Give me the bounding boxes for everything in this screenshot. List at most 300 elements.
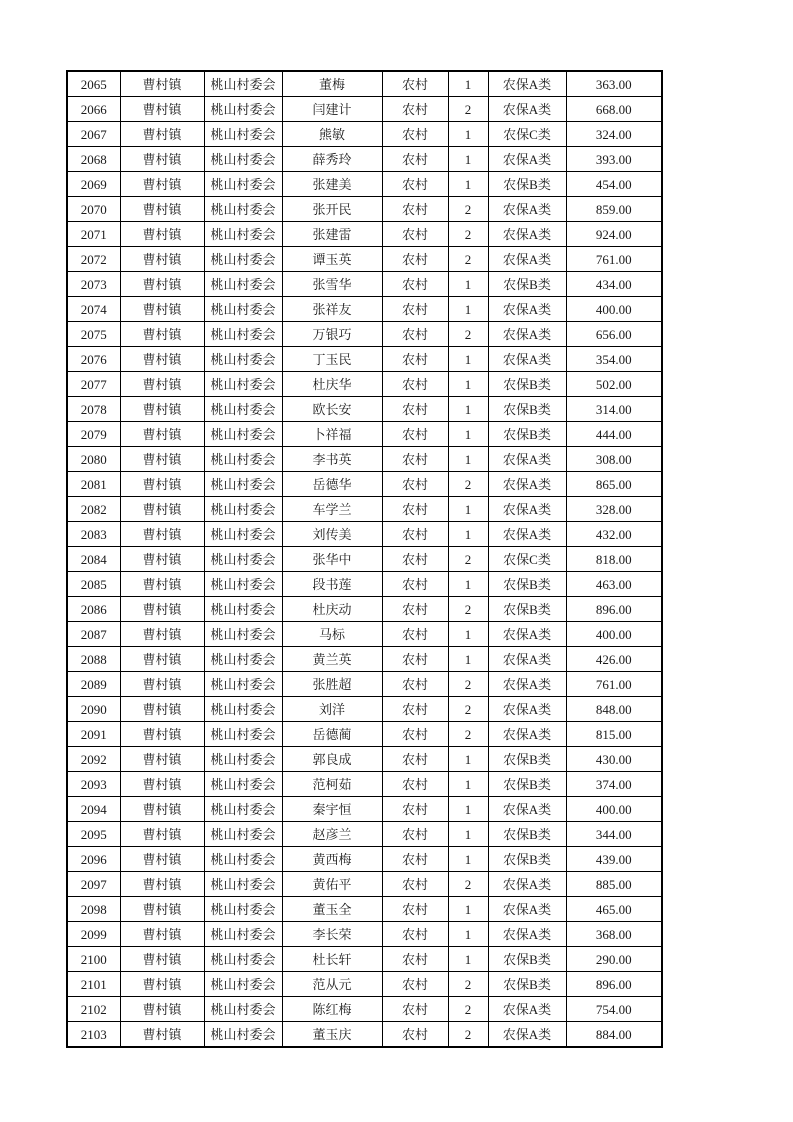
cell-village-committee: 桃山村委会	[204, 922, 282, 947]
cell-count: 1	[448, 822, 488, 847]
cell-amount: 426.00	[566, 647, 662, 672]
cell-serial-number: 2067	[67, 122, 120, 147]
cell-person-name: 黄西梅	[282, 847, 382, 872]
cell-count: 2	[448, 1022, 488, 1048]
cell-amount: 374.00	[566, 772, 662, 797]
cell-residence-type: 农村	[382, 797, 448, 822]
table-row	[67, 797, 662, 822]
cell-residence-type: 农村	[382, 447, 448, 472]
cell-town: 曹村镇	[120, 522, 204, 547]
cell-town: 曹村镇	[120, 972, 204, 997]
cell-person-name: 董玉全	[282, 897, 382, 922]
cell-village-committee: 桃山村委会	[204, 397, 282, 422]
cell-count: 2	[448, 97, 488, 122]
cell-count: 1	[448, 397, 488, 422]
cell-town: 曹村镇	[120, 547, 204, 572]
cell-amount: 848.00	[566, 697, 662, 722]
cell-serial-number: 2066	[67, 97, 120, 122]
cell-residence-type: 农村	[382, 597, 448, 622]
cell-town: 曹村镇	[120, 872, 204, 897]
cell-serial-number: 2099	[67, 922, 120, 947]
table-row	[67, 247, 662, 272]
cell-insurance-category: 农保B类	[488, 372, 566, 397]
cell-count: 1	[448, 172, 488, 197]
cell-amount: 818.00	[566, 547, 662, 572]
cell-count: 1	[448, 797, 488, 822]
cell-count: 2	[448, 872, 488, 897]
cell-insurance-category: 农保A类	[488, 472, 566, 497]
cell-serial-number: 2088	[67, 647, 120, 672]
cell-town: 曹村镇	[120, 722, 204, 747]
table-row	[67, 922, 662, 947]
cell-town: 曹村镇	[120, 772, 204, 797]
cell-amount: 328.00	[566, 497, 662, 522]
table-row	[67, 697, 662, 722]
cell-person-name: 车学兰	[282, 497, 382, 522]
cell-village-committee: 桃山村委会	[204, 822, 282, 847]
cell-count: 2	[448, 197, 488, 222]
table-row	[67, 297, 662, 322]
table-row	[67, 122, 662, 147]
cell-insurance-category: 农保B类	[488, 772, 566, 797]
cell-count: 1	[448, 572, 488, 597]
cell-amount: 432.00	[566, 522, 662, 547]
cell-person-name: 秦宇恒	[282, 797, 382, 822]
cell-serial-number: 2077	[67, 372, 120, 397]
cell-village-committee: 桃山村委会	[204, 172, 282, 197]
cell-residence-type: 农村	[382, 697, 448, 722]
cell-person-name: 谭玉英	[282, 247, 382, 272]
table-row	[67, 672, 662, 697]
cell-town: 曹村镇	[120, 847, 204, 872]
table-row	[67, 997, 662, 1022]
cell-person-name: 岳德华	[282, 472, 382, 497]
cell-person-name: 刘传美	[282, 522, 382, 547]
cell-count: 1	[448, 122, 488, 147]
cell-town: 曹村镇	[120, 197, 204, 222]
cell-residence-type: 农村	[382, 922, 448, 947]
cell-person-name: 岳德蔺	[282, 722, 382, 747]
cell-residence-type: 农村	[382, 822, 448, 847]
cell-village-committee: 桃山村委会	[204, 197, 282, 222]
cell-residence-type: 农村	[382, 272, 448, 297]
cell-amount: 656.00	[566, 322, 662, 347]
cell-person-name: 杜庆华	[282, 372, 382, 397]
table-row	[67, 947, 662, 972]
cell-insurance-category: 农保A类	[488, 447, 566, 472]
table-row	[67, 722, 662, 747]
cell-count: 1	[448, 847, 488, 872]
table-row	[67, 772, 662, 797]
cell-residence-type: 农村	[382, 122, 448, 147]
cell-amount: 344.00	[566, 822, 662, 847]
cell-town: 曹村镇	[120, 122, 204, 147]
cell-count: 1	[448, 647, 488, 672]
cell-serial-number: 2069	[67, 172, 120, 197]
cell-insurance-category: 农保A类	[488, 622, 566, 647]
table-row	[67, 472, 662, 497]
cell-person-name: 张建美	[282, 172, 382, 197]
cell-village-committee: 桃山村委会	[204, 372, 282, 397]
cell-count: 2	[448, 672, 488, 697]
cell-town: 曹村镇	[120, 247, 204, 272]
cell-count: 2	[448, 972, 488, 997]
cell-village-committee: 桃山村委会	[204, 747, 282, 772]
cell-village-committee: 桃山村委会	[204, 297, 282, 322]
cell-count: 1	[448, 772, 488, 797]
cell-village-committee: 桃山村委会	[204, 347, 282, 372]
cell-town: 曹村镇	[120, 347, 204, 372]
cell-amount: 439.00	[566, 847, 662, 872]
cell-amount: 430.00	[566, 747, 662, 772]
cell-town: 曹村镇	[120, 672, 204, 697]
cell-person-name: 陈红梅	[282, 997, 382, 1022]
cell-serial-number: 2085	[67, 572, 120, 597]
cell-insurance-category: 农保B类	[488, 847, 566, 872]
cell-insurance-category: 农保A类	[488, 1022, 566, 1048]
cell-residence-type: 农村	[382, 897, 448, 922]
cell-village-committee: 桃山村委会	[204, 672, 282, 697]
cell-village-committee: 桃山村委会	[204, 972, 282, 997]
cell-amount: 815.00	[566, 722, 662, 747]
cell-village-committee: 桃山村委会	[204, 97, 282, 122]
cell-residence-type: 农村	[382, 172, 448, 197]
cell-amount: 761.00	[566, 247, 662, 272]
cell-town: 曹村镇	[120, 97, 204, 122]
cell-town: 曹村镇	[120, 747, 204, 772]
cell-insurance-category: 农保B类	[488, 272, 566, 297]
cell-insurance-category: 农保A类	[488, 497, 566, 522]
cell-amount: 314.00	[566, 397, 662, 422]
cell-residence-type: 农村	[382, 222, 448, 247]
cell-serial-number: 2094	[67, 797, 120, 822]
cell-serial-number: 2072	[67, 247, 120, 272]
cell-town: 曹村镇	[120, 422, 204, 447]
cell-count: 1	[448, 747, 488, 772]
cell-insurance-category: 农保A类	[488, 71, 566, 97]
cell-amount: 363.00	[566, 71, 662, 97]
cell-amount: 884.00	[566, 1022, 662, 1048]
cell-village-committee: 桃山村委会	[204, 71, 282, 97]
cell-serial-number: 2081	[67, 472, 120, 497]
cell-serial-number: 2101	[67, 972, 120, 997]
cell-village-committee: 桃山村委会	[204, 697, 282, 722]
cell-count: 2	[448, 597, 488, 622]
cell-count: 1	[448, 272, 488, 297]
cell-town: 曹村镇	[120, 472, 204, 497]
cell-person-name: 欧长安	[282, 397, 382, 422]
cell-person-name: 薛秀玲	[282, 147, 382, 172]
cell-person-name: 黄兰英	[282, 647, 382, 672]
cell-residence-type: 农村	[382, 747, 448, 772]
table-row	[67, 322, 662, 347]
cell-serial-number: 2076	[67, 347, 120, 372]
cell-village-committee: 桃山村委会	[204, 522, 282, 547]
cell-village-committee: 桃山村委会	[204, 797, 282, 822]
cell-village-committee: 桃山村委会	[204, 322, 282, 347]
cell-amount: 465.00	[566, 897, 662, 922]
cell-village-committee: 桃山村委会	[204, 222, 282, 247]
cell-person-name: 郭良成	[282, 747, 382, 772]
cell-village-committee: 桃山村委会	[204, 422, 282, 447]
cell-residence-type: 农村	[382, 872, 448, 897]
cell-insurance-category: 农保B类	[488, 597, 566, 622]
cell-insurance-category: 农保B类	[488, 397, 566, 422]
cell-count: 1	[448, 422, 488, 447]
cell-residence-type: 农村	[382, 472, 448, 497]
table-row	[67, 147, 662, 172]
table-row	[67, 172, 662, 197]
cell-amount: 400.00	[566, 622, 662, 647]
cell-insurance-category: 农保A类	[488, 897, 566, 922]
cell-amount: 444.00	[566, 422, 662, 447]
cell-residence-type: 农村	[382, 197, 448, 222]
table-row	[67, 397, 662, 422]
cell-person-name: 刘洋	[282, 697, 382, 722]
cell-person-name: 张开民	[282, 197, 382, 222]
cell-person-name: 张雪华	[282, 272, 382, 297]
cell-town: 曹村镇	[120, 922, 204, 947]
cell-town: 曹村镇	[120, 572, 204, 597]
cell-insurance-category: 农保A类	[488, 247, 566, 272]
cell-insurance-category: 农保A类	[488, 797, 566, 822]
cell-insurance-category: 农保A类	[488, 997, 566, 1022]
cell-amount: 454.00	[566, 172, 662, 197]
cell-count: 1	[448, 947, 488, 972]
cell-serial-number: 2079	[67, 422, 120, 447]
cell-person-name: 段书莲	[282, 572, 382, 597]
cell-insurance-category: 农保A类	[488, 347, 566, 372]
cell-serial-number: 2082	[67, 497, 120, 522]
cell-town: 曹村镇	[120, 172, 204, 197]
cell-serial-number: 2096	[67, 847, 120, 872]
cell-serial-number: 2080	[67, 447, 120, 472]
cell-town: 曹村镇	[120, 697, 204, 722]
cell-person-name: 熊敏	[282, 122, 382, 147]
cell-serial-number: 2091	[67, 722, 120, 747]
cell-town: 曹村镇	[120, 147, 204, 172]
cell-serial-number: 2089	[67, 672, 120, 697]
cell-count: 2	[448, 322, 488, 347]
table-row	[67, 97, 662, 122]
table-row	[67, 572, 662, 597]
cell-residence-type: 农村	[382, 97, 448, 122]
cell-amount: 924.00	[566, 222, 662, 247]
cell-residence-type: 农村	[382, 497, 448, 522]
cell-insurance-category: 农保B类	[488, 572, 566, 597]
table-row	[67, 597, 662, 622]
cell-amount: 324.00	[566, 122, 662, 147]
table-body	[67, 71, 662, 1047]
cell-village-committee: 桃山村委会	[204, 872, 282, 897]
cell-count: 1	[448, 622, 488, 647]
cell-serial-number: 2086	[67, 597, 120, 622]
table-row	[67, 197, 662, 222]
cell-person-name: 范柯茹	[282, 772, 382, 797]
cell-person-name: 张建雷	[282, 222, 382, 247]
cell-village-committee: 桃山村委会	[204, 272, 282, 297]
table-row	[67, 422, 662, 447]
cell-residence-type: 农村	[382, 947, 448, 972]
table-row	[67, 747, 662, 772]
cell-amount: 668.00	[566, 97, 662, 122]
cell-village-committee: 桃山村委会	[204, 597, 282, 622]
cell-amount: 885.00	[566, 872, 662, 897]
cell-village-committee: 桃山村委会	[204, 147, 282, 172]
cell-count: 1	[448, 447, 488, 472]
cell-person-name: 卜祥福	[282, 422, 382, 447]
cell-village-committee: 桃山村委会	[204, 947, 282, 972]
cell-residence-type: 农村	[382, 347, 448, 372]
cell-town: 曹村镇	[120, 397, 204, 422]
table-row	[67, 547, 662, 572]
table-row	[67, 222, 662, 247]
table-row	[67, 822, 662, 847]
cell-town: 曹村镇	[120, 447, 204, 472]
cell-amount: 290.00	[566, 947, 662, 972]
cell-serial-number: 2100	[67, 947, 120, 972]
cell-person-name: 杜庆动	[282, 597, 382, 622]
cell-village-committee: 桃山村委会	[204, 547, 282, 572]
cell-town: 曹村镇	[120, 497, 204, 522]
cell-residence-type: 农村	[382, 247, 448, 272]
cell-count: 1	[448, 347, 488, 372]
cell-insurance-category: 农保A类	[488, 872, 566, 897]
cell-count: 1	[448, 372, 488, 397]
cell-count: 2	[448, 472, 488, 497]
cell-amount: 368.00	[566, 922, 662, 947]
cell-town: 曹村镇	[120, 322, 204, 347]
cell-serial-number: 2095	[67, 822, 120, 847]
cell-village-committee: 桃山村委会	[204, 647, 282, 672]
cell-town: 曹村镇	[120, 372, 204, 397]
cell-count: 1	[448, 71, 488, 97]
cell-person-name: 张华中	[282, 547, 382, 572]
cell-serial-number: 2093	[67, 772, 120, 797]
cell-amount: 859.00	[566, 197, 662, 222]
cell-insurance-category: 农保A类	[488, 222, 566, 247]
cell-serial-number: 2103	[67, 1022, 120, 1048]
cell-serial-number: 2098	[67, 897, 120, 922]
cell-serial-number: 2068	[67, 147, 120, 172]
table-row	[67, 847, 662, 872]
cell-residence-type: 农村	[382, 772, 448, 797]
cell-amount: 896.00	[566, 972, 662, 997]
cell-count: 2	[448, 222, 488, 247]
cell-insurance-category: 农保A类	[488, 697, 566, 722]
cell-insurance-category: 农保A类	[488, 722, 566, 747]
cell-person-name: 董玉庆	[282, 1022, 382, 1048]
table-row	[67, 372, 662, 397]
cell-residence-type: 农村	[382, 522, 448, 547]
cell-village-committee: 桃山村委会	[204, 572, 282, 597]
cell-person-name: 马标	[282, 622, 382, 647]
cell-amount: 308.00	[566, 447, 662, 472]
cell-person-name: 丁玉民	[282, 347, 382, 372]
cell-person-name: 闫建计	[282, 97, 382, 122]
cell-insurance-category: 农保A类	[488, 97, 566, 122]
cell-insurance-category: 农保B类	[488, 972, 566, 997]
cell-count: 1	[448, 497, 488, 522]
cell-amount: 865.00	[566, 472, 662, 497]
cell-insurance-category: 农保B类	[488, 822, 566, 847]
cell-insurance-category: 农保B类	[488, 947, 566, 972]
cell-count: 1	[448, 297, 488, 322]
cell-amount: 463.00	[566, 572, 662, 597]
cell-insurance-category: 农保B类	[488, 747, 566, 772]
cell-insurance-category: 农保B类	[488, 172, 566, 197]
cell-count: 1	[448, 922, 488, 947]
cell-village-committee: 桃山村委会	[204, 472, 282, 497]
cell-count: 2	[448, 697, 488, 722]
cell-town: 曹村镇	[120, 997, 204, 1022]
cell-town: 曹村镇	[120, 272, 204, 297]
cell-person-name: 李书英	[282, 447, 382, 472]
cell-insurance-category: 农保B类	[488, 422, 566, 447]
cell-serial-number: 2092	[67, 747, 120, 772]
cell-residence-type: 农村	[382, 147, 448, 172]
cell-village-committee: 桃山村委会	[204, 1022, 282, 1048]
cell-amount: 434.00	[566, 272, 662, 297]
table-row	[67, 347, 662, 372]
cell-serial-number: 2084	[67, 547, 120, 572]
cell-person-name: 万银巧	[282, 322, 382, 347]
cell-count: 2	[448, 997, 488, 1022]
cell-insurance-category: 农保C类	[488, 547, 566, 572]
cell-count: 1	[448, 147, 488, 172]
cell-person-name: 李长荣	[282, 922, 382, 947]
cell-insurance-category: 农保A类	[488, 647, 566, 672]
table-row	[67, 622, 662, 647]
table-row	[67, 897, 662, 922]
cell-count: 2	[448, 247, 488, 272]
cell-insurance-category: 农保A类	[488, 147, 566, 172]
cell-amount: 400.00	[566, 797, 662, 822]
table-row	[67, 972, 662, 997]
cell-insurance-category: 农保A类	[488, 322, 566, 347]
cell-insurance-category: 农保A类	[488, 672, 566, 697]
cell-residence-type: 农村	[382, 972, 448, 997]
table-row	[67, 272, 662, 297]
cell-amount: 502.00	[566, 372, 662, 397]
cell-residence-type: 农村	[382, 622, 448, 647]
cell-town: 曹村镇	[120, 222, 204, 247]
table-row	[67, 647, 662, 672]
cell-residence-type: 农村	[382, 547, 448, 572]
cell-residence-type: 农村	[382, 722, 448, 747]
cell-serial-number: 2073	[67, 272, 120, 297]
cell-village-committee: 桃山村委会	[204, 122, 282, 147]
cell-town: 曹村镇	[120, 622, 204, 647]
cell-town: 曹村镇	[120, 71, 204, 97]
cell-insurance-category: 农保C类	[488, 122, 566, 147]
cell-town: 曹村镇	[120, 897, 204, 922]
cell-serial-number: 2071	[67, 222, 120, 247]
cell-residence-type: 农村	[382, 322, 448, 347]
table-row	[67, 522, 662, 547]
cell-person-name: 黄佑平	[282, 872, 382, 897]
cell-village-committee: 桃山村委会	[204, 497, 282, 522]
cell-serial-number: 2083	[67, 522, 120, 547]
cell-village-committee: 桃山村委会	[204, 447, 282, 472]
cell-village-committee: 桃山村委会	[204, 897, 282, 922]
cell-town: 曹村镇	[120, 947, 204, 972]
cell-insurance-category: 农保A类	[488, 197, 566, 222]
cell-insurance-category: 农保A类	[488, 297, 566, 322]
cell-village-committee: 桃山村委会	[204, 247, 282, 272]
cell-residence-type: 农村	[382, 372, 448, 397]
cell-serial-number: 2097	[67, 872, 120, 897]
